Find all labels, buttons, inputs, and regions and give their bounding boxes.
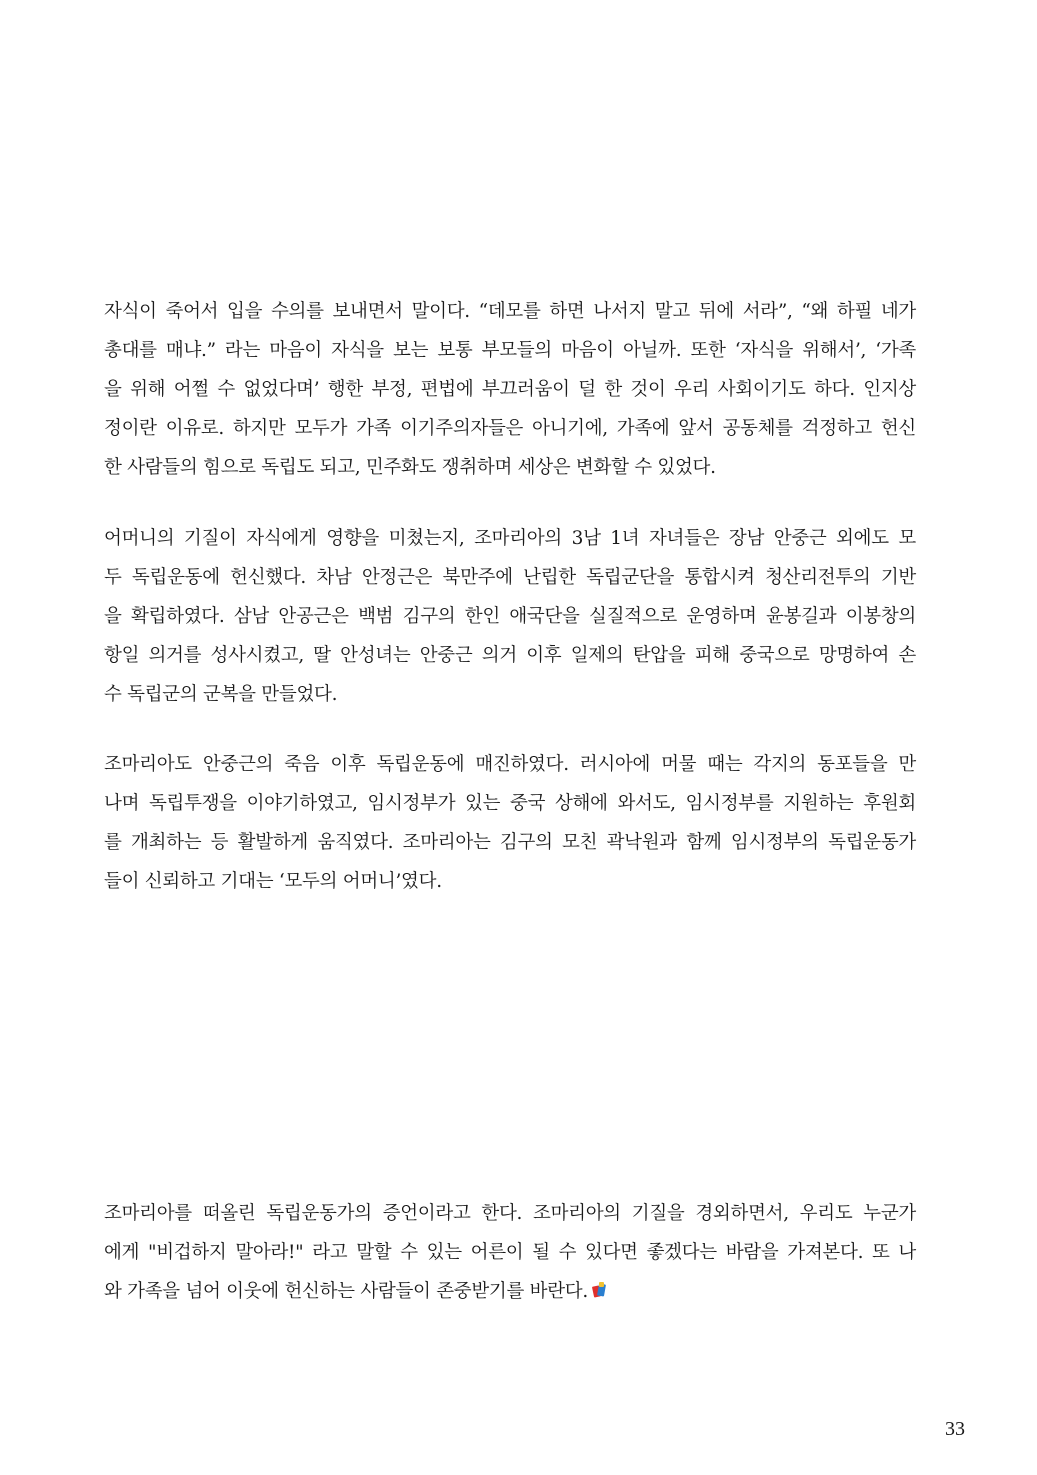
paragraph-3 bbox=[104, 745, 916, 901]
quote-line bbox=[120, 1089, 896, 1128]
paragraph-line: 에게 "비겁하지 말아라!" 라고 말할 수 있는 어른이 될 수 있다면 좋겠다는 바람을 가져본다. 또 나 bbox=[104, 1242, 916, 1263]
paragraph-line bbox=[104, 1272, 916, 1311]
page-number: 33 bbox=[945, 1418, 965, 1440]
paragraph-line: 자식이 죽어서 입을 수의를 보내면서 말이다. “데모를 하면 나서지 말고 뒤에 서라”, “왜 하필 네가 bbox=[104, 301, 916, 322]
paragraph-line: 를 개최하는 등 활발하게 움직였다. 조마리아는 김구의 모친 곽낙원과 함께 임시정부의 독립운동가 bbox=[104, 832, 916, 853]
paragraph-line: 총대를 매냐.” 라는 마음이 자식을 보는 보통 부모들의 마음이 아닐까. 또한 ‘자식을 위해서’, ‘가족 bbox=[104, 340, 916, 361]
paragraph-line: 어머니의 기질이 자식에게 영향을 미쳤는지, 조마리아의 3남 1녀 자녀들은 장남 안중근 외에도 모 bbox=[104, 528, 916, 549]
paragraph-line: 항일 의거를 성사시켰고, 딸 안성녀는 안중근 의거 이후 일제의 탄압을 피해 중국으로 망명하여 손 bbox=[104, 645, 916, 666]
book-end-mark-icon bbox=[592, 1281, 608, 1299]
paragraph-line: 들이 신뢰하고 기대는 ‘모두의 어머니’였다. bbox=[104, 871, 442, 892]
block-quote bbox=[120, 932, 896, 1167]
paragraph-line: 조마리아도 안중근의 죽음 이후 독립운동에 매진하였다. 러시아에 머물 때는 각지의 동포들을 만 bbox=[104, 754, 916, 775]
paragraph-line: 정이란 이유로. 하지만 모두가 가족 이기주의자들은 아니기에, 가족에 앞서 공동체를 걱정하고 헌신 bbox=[104, 418, 916, 439]
quote-line bbox=[120, 1128, 896, 1167]
paragraph-line: 을 확립하였다. 삼남 안공근은 백범 김구의 한인 애국단을 실질적으로 운영하며 윤봉길과 이봉창의 bbox=[104, 606, 916, 627]
quote-line bbox=[120, 932, 896, 971]
quote-line bbox=[120, 1050, 896, 1089]
paragraph-line: 조마리아를 떠올린 독립운동가의 증언이라고 한다. 조마리아의 기질을 경외하면서, 우리도 누군가 bbox=[104, 1203, 916, 1224]
paragraph-line: 을 위해 어쩔 수 없었다며’ 행한 부정, 편법에 부끄러움이 덜 한 것이 우리 사회이기도 하다. 인지상 bbox=[104, 379, 916, 400]
quote-line bbox=[120, 971, 896, 1010]
paragraph-line: 두 독립운동에 헌신했다. 차남 안정근은 북만주에 난립한 독립군단을 통합시켜 청산리전투의 기반 bbox=[104, 567, 916, 588]
paragraph-line: 한 사람들의 힘으로 독립도 되고, 민주화도 쟁취하며 세상은 변화할 수 있었다. bbox=[104, 457, 716, 478]
paragraph-2 bbox=[104, 519, 916, 714]
quote-line bbox=[120, 1010, 896, 1049]
paragraph-line-text: 와 가족을 넘어 이웃에 헌신하는 사람들이 존중받기를 바란다. bbox=[104, 1281, 588, 1302]
paragraph-5 bbox=[104, 1194, 916, 1311]
paragraph-line: 나며 독립투쟁을 이야기하였고, 임시정부가 있는 중국 상해에 와서도, 임시정부를 지원하는 후원회 bbox=[104, 793, 916, 814]
paragraph-1 bbox=[104, 292, 916, 487]
paragraph-line: 수 독립군의 군복을 만들었다. bbox=[104, 684, 338, 705]
